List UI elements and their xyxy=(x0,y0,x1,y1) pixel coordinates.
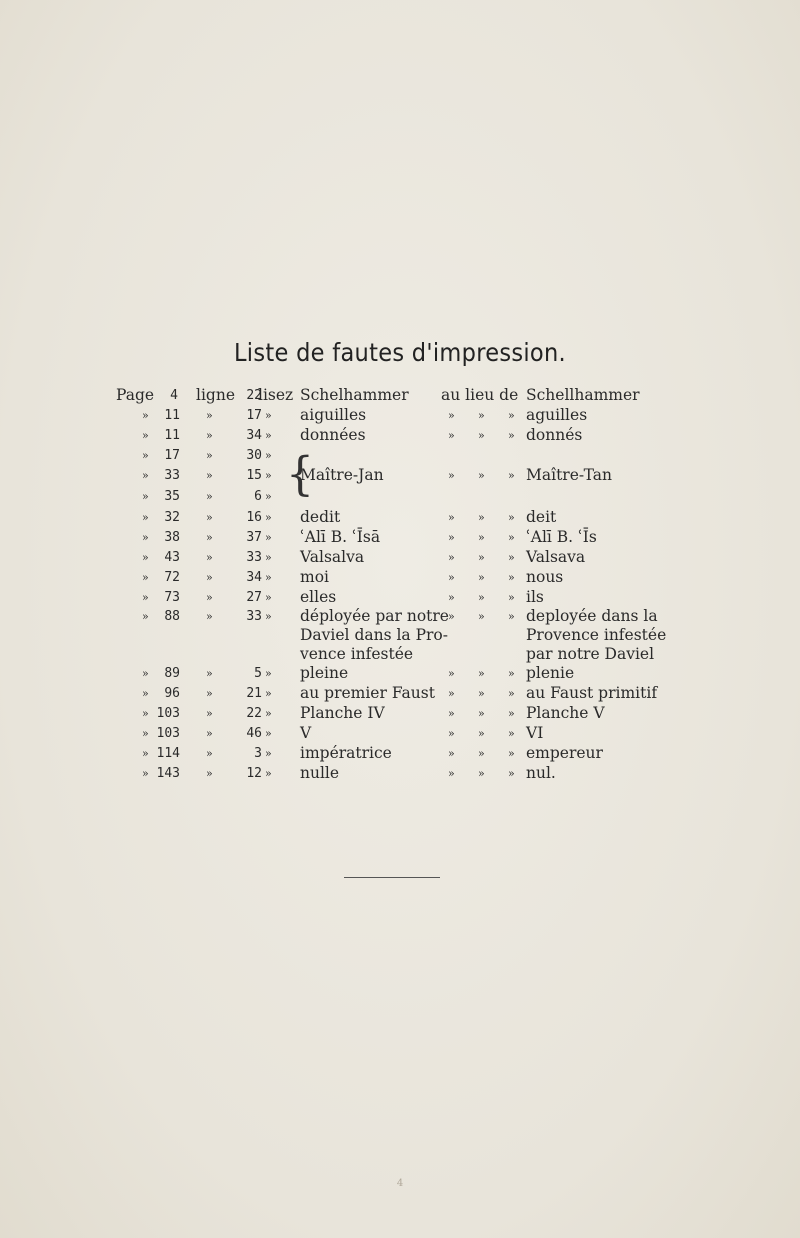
lisez-label: lisez xyxy=(258,386,294,404)
ligne-number: 34 xyxy=(246,428,262,443)
ditto-mark: » xyxy=(142,531,149,544)
ditto-mark: » xyxy=(142,667,149,680)
page-number: 11 xyxy=(164,408,180,423)
page-number: 35 xyxy=(164,489,180,504)
wrong-text: Maître-Tan xyxy=(526,466,612,484)
ligne-number: 17 xyxy=(246,408,262,423)
ligne-number: 33 xyxy=(246,609,262,624)
ditto-mark: » xyxy=(478,707,485,720)
ditto-mark: » xyxy=(508,531,515,544)
ditto-mark: » xyxy=(508,571,515,584)
wrong-text-line: Provence infestée xyxy=(526,626,667,644)
ditto-mark: » xyxy=(448,551,455,564)
ditto-mark: » xyxy=(142,469,149,482)
ditto-mark: » xyxy=(478,571,485,584)
wrong-text: nous xyxy=(526,568,564,586)
ditto-mark: » xyxy=(448,747,455,760)
ditto-mark: » xyxy=(265,767,272,780)
ditto-mark: » xyxy=(206,469,213,482)
ditto-mark: » xyxy=(142,511,149,524)
ditto-mark: » xyxy=(508,511,515,524)
ditto-mark: » xyxy=(206,747,213,760)
page-label: Page xyxy=(116,386,155,404)
wrong-text: plenie xyxy=(526,664,575,682)
ditto-mark: » xyxy=(265,531,272,544)
page-number: 11 xyxy=(164,428,180,443)
ligne-number: 34 xyxy=(246,570,262,585)
wrong-text: ils xyxy=(526,588,544,606)
ditto-mark: » xyxy=(142,490,149,503)
ditto-mark: » xyxy=(206,687,213,700)
ditto-mark: » xyxy=(508,429,515,442)
divider xyxy=(344,877,440,878)
ditto-mark: » xyxy=(142,591,149,604)
correct-text: Schelhammer xyxy=(300,386,409,404)
ditto-mark: » xyxy=(478,727,485,740)
correct-text: données xyxy=(300,426,366,444)
ditto-mark: » xyxy=(265,551,272,564)
ditto-mark: » xyxy=(206,511,213,524)
correct-text: Valsalva xyxy=(300,548,365,566)
ditto-mark: » xyxy=(206,591,213,604)
page-number: 17 xyxy=(164,448,180,463)
wrong-text: nul. xyxy=(526,764,556,782)
ditto-mark: » xyxy=(508,767,515,780)
correct-text: Planche IV xyxy=(300,704,385,722)
page-number: 38 xyxy=(164,530,180,545)
ditto-mark: » xyxy=(448,767,455,780)
ditto-mark: » xyxy=(448,667,455,680)
correct-text: aiguilles xyxy=(300,406,367,424)
ligne-number: 21 xyxy=(246,686,262,701)
ditto-mark: » xyxy=(142,747,149,760)
ditto-mark: » xyxy=(142,409,149,422)
ditto-mark: » xyxy=(206,707,213,720)
ditto-mark: » xyxy=(206,610,213,623)
ditto-mark: » xyxy=(142,727,149,740)
folio-number: 4 xyxy=(396,1178,404,1189)
ditto-mark: » xyxy=(265,610,272,623)
ligne-number: 37 xyxy=(246,530,262,545)
page-number: 73 xyxy=(164,590,180,605)
ditto-mark: » xyxy=(265,747,272,760)
ditto-mark: » xyxy=(265,591,272,604)
ditto-mark: » xyxy=(478,511,485,524)
wrong-text: deit xyxy=(526,508,557,526)
ditto-mark: » xyxy=(206,667,213,680)
wrong-text: Planche V xyxy=(526,704,605,722)
ditto-mark: » xyxy=(142,551,149,564)
ditto-mark: » xyxy=(478,429,485,442)
ditto-mark: » xyxy=(508,591,515,604)
ditto-mark: » xyxy=(478,551,485,564)
ligne-number: 27 xyxy=(246,590,262,605)
ditto-mark: » xyxy=(142,429,149,442)
ditto-mark: » xyxy=(508,551,515,564)
ditto-mark: » xyxy=(478,610,485,623)
ligne-number: 33 xyxy=(246,550,262,565)
ditto-mark: » xyxy=(478,409,485,422)
ditto-mark: » xyxy=(448,727,455,740)
correct-text-line: Daviel dans la Pro- xyxy=(300,626,448,644)
ligne-number: 6 xyxy=(254,489,262,504)
page-number: 4 xyxy=(170,388,178,403)
page-number: 89 xyxy=(164,666,180,681)
ditto-mark: » xyxy=(142,449,149,462)
correct-text-line: vence infestée xyxy=(300,645,414,663)
ligne-number: 3 xyxy=(254,746,262,761)
ditto-mark: » xyxy=(142,767,149,780)
ditto-mark: » xyxy=(142,707,149,720)
ligne-number: 22 xyxy=(246,388,262,403)
page-number: 96 xyxy=(164,686,180,701)
ditto-mark: » xyxy=(265,449,272,462)
ditto-mark: » xyxy=(448,409,455,422)
ligne-label: ligne xyxy=(196,386,235,404)
correct-text: moi xyxy=(300,568,329,586)
ditto-mark: » xyxy=(206,531,213,544)
ditto-mark: » xyxy=(448,469,455,482)
ditto-mark: » xyxy=(206,551,213,564)
ditto-mark: » xyxy=(448,687,455,700)
ditto-mark: » xyxy=(448,591,455,604)
page-number: 143 xyxy=(156,766,180,781)
ditto-mark: » xyxy=(265,687,272,700)
ditto-mark: » xyxy=(508,687,515,700)
ditto-mark: » xyxy=(206,429,213,442)
wrong-text: VI xyxy=(526,724,544,742)
ditto-mark: » xyxy=(265,469,272,482)
ditto-mark: » xyxy=(448,429,455,442)
page-number: 114 xyxy=(156,746,180,761)
page-number: 103 xyxy=(156,726,180,741)
ditto-mark: » xyxy=(508,747,515,760)
ditto-mark: » xyxy=(142,687,149,700)
wrong-text: au Faust primitif xyxy=(526,684,658,702)
ditto-mark: » xyxy=(265,490,272,503)
ditto-mark: » xyxy=(206,490,213,503)
ditto-mark: » xyxy=(448,707,455,720)
ditto-mark: » xyxy=(265,511,272,524)
ditto-mark: » xyxy=(265,707,272,720)
page-number: 33 xyxy=(164,468,180,483)
ditto-mark: » xyxy=(265,409,272,422)
wrong-text: ʿAlī B. ʿĪs xyxy=(526,528,597,546)
ligne-number: 46 xyxy=(246,726,262,741)
ditto-mark: » xyxy=(478,531,485,544)
page-number: 103 xyxy=(156,706,180,721)
wrong-text: donnés xyxy=(526,426,583,444)
ditto-mark: » xyxy=(265,571,272,584)
ditto-mark: » xyxy=(206,409,213,422)
ditto-mark: » xyxy=(508,727,515,740)
correct-text: impératrice xyxy=(300,744,392,762)
correct-text: déployée par notre xyxy=(300,607,449,625)
correct-text: nulle xyxy=(300,764,340,782)
ditto-mark: » xyxy=(448,571,455,584)
ditto-mark: » xyxy=(206,449,213,462)
ditto-mark: » xyxy=(508,707,515,720)
ditto-mark: » xyxy=(265,727,272,740)
correct-text: Maître-Jan xyxy=(300,466,384,484)
ligne-number: 12 xyxy=(246,766,262,781)
page-number: 43 xyxy=(164,550,180,565)
correct-text: V xyxy=(300,724,312,742)
ditto-mark: » xyxy=(508,667,515,680)
ditto-mark: » xyxy=(508,610,515,623)
page-number: 72 xyxy=(164,570,180,585)
correct-text: pleine xyxy=(300,664,349,682)
ditto-mark: » xyxy=(142,571,149,584)
wrong-text: Schellhammer xyxy=(526,386,640,404)
ditto-mark: » xyxy=(508,409,515,422)
correct-text: ʿAlī B. ʿĪsā xyxy=(300,528,381,546)
correct-text: elles xyxy=(300,588,337,606)
ditto-mark: » xyxy=(448,531,455,544)
wrong-text-line: par notre Daviel xyxy=(526,645,655,663)
ditto-mark: » xyxy=(478,767,485,780)
ditto-mark: » xyxy=(265,429,272,442)
page-title: Liste de fautes d'impression. xyxy=(233,338,566,367)
ditto-mark: » xyxy=(508,469,515,482)
wrong-text: empereur xyxy=(526,744,603,762)
correct-text: au premier Faust xyxy=(300,684,435,702)
ditto-mark: » xyxy=(142,610,149,623)
ligne-number: 22 xyxy=(246,706,262,721)
ditto-mark: » xyxy=(478,747,485,760)
ditto-mark: » xyxy=(478,687,485,700)
wrong-text: aguilles xyxy=(526,406,588,424)
wrong-text: Valsava xyxy=(526,548,586,566)
correct-text: dedit xyxy=(300,508,341,526)
page-number: 88 xyxy=(164,609,180,624)
ditto-mark: » xyxy=(478,667,485,680)
wrong-text: deployée dans la xyxy=(526,607,658,625)
ditto-mark: » xyxy=(448,610,455,623)
ditto-mark: » xyxy=(448,511,455,524)
ditto-mark: » xyxy=(478,469,485,482)
ligne-number: 16 xyxy=(246,510,262,525)
ligne-number: 15 xyxy=(246,468,262,483)
ditto-mark: » xyxy=(478,591,485,604)
ligne-number: 30 xyxy=(246,448,262,463)
ditto-mark: » xyxy=(206,767,213,780)
brace-symbol: { xyxy=(286,447,314,502)
ditto-mark: » xyxy=(206,727,213,740)
page-number: 32 xyxy=(164,510,180,525)
ligne-number: 5 xyxy=(254,666,262,681)
ditto-mark: » xyxy=(265,667,272,680)
au-lieu-de-label: au lieu de xyxy=(441,386,519,404)
ditto-mark: » xyxy=(206,571,213,584)
